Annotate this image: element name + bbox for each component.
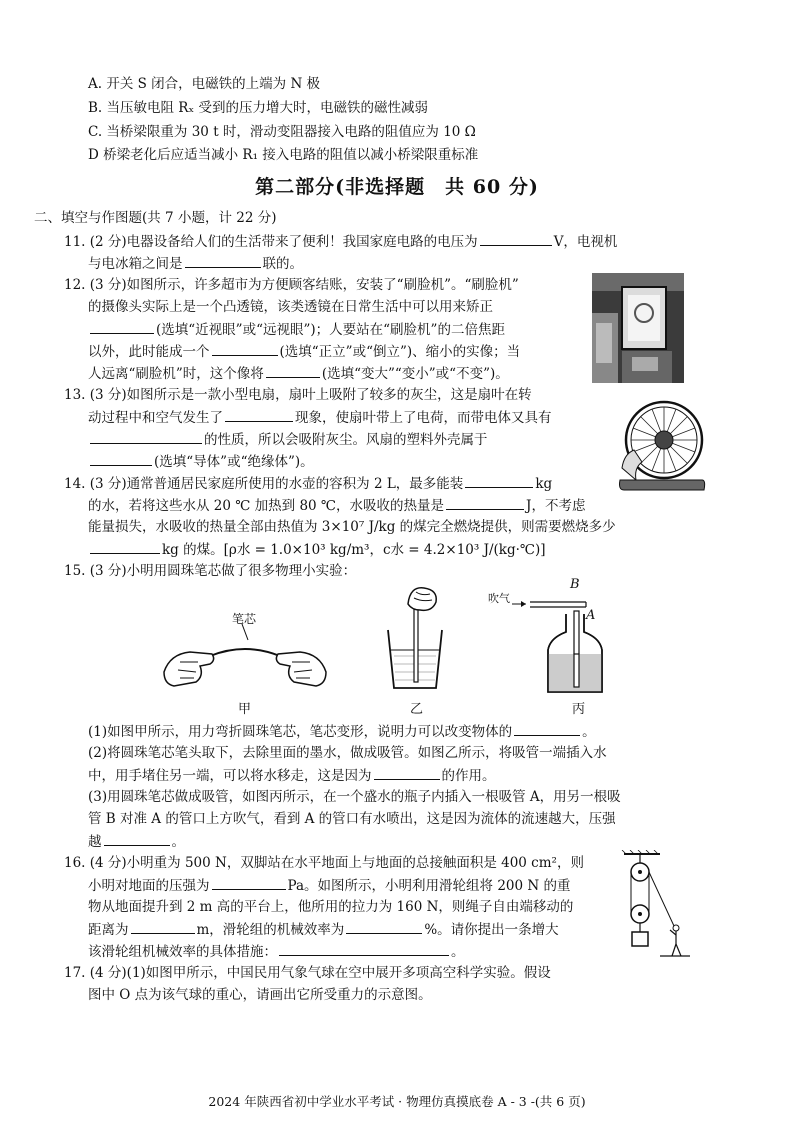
q13-blank-material[interactable]	[90, 451, 152, 466]
q13-text-2b: 现象，使扇叶带上了电荷，而带电体又具有	[295, 410, 552, 426]
q11-line1	[64, 231, 617, 252]
q15-blank-2[interactable]	[374, 765, 440, 780]
fig-jia-pen-label: 笔芯	[232, 612, 257, 626]
q15-blank-1[interactable]	[514, 721, 580, 736]
q15-s1-text: (1)如图甲所示，用力弯折圆珠笔芯，笔芯变形，说明力可以改变物体的	[88, 724, 513, 740]
q16-text-2b: Pa。如图所示，小明利用滑轮组将 200 N 的重	[287, 878, 571, 894]
q15-sub2a: (2)将圆珠笔芯笔头取下，去除里面的墨水，做成吸管。如图乙所示，将吸管一端插入水	[88, 745, 607, 761]
q11-text-b: V，电视机	[553, 234, 618, 250]
q15-sub2b	[88, 765, 496, 786]
pulley-system-figure	[620, 850, 690, 960]
q14-text-1b: kg	[535, 476, 553, 492]
q14-line4	[88, 539, 546, 560]
fig-bing-label-a: A	[586, 608, 596, 623]
caption-yi: 乙	[410, 702, 424, 717]
q13-line4	[88, 451, 314, 472]
q13-text-3: 的性质，所以会吸附灰尘。风扇的塑料外壳属于	[204, 432, 488, 448]
q12-text-4b: (选填“正立”或“倒立”)、缩小的实像；当	[279, 344, 521, 360]
option-a: A. 开关 S 闭合，电磁铁的上端为 N 极	[88, 76, 321, 92]
q11-line2	[88, 253, 303, 274]
q12-line4	[88, 341, 520, 362]
q14-line3: 能量损失，水吸收的热量全部由热值为 3×10⁷ J/kg 的煤完全燃烧提供，则需要燃烧多少	[88, 519, 616, 535]
figure-bing-bottle-blowing	[510, 584, 620, 694]
caption-bing: 丙	[572, 702, 586, 717]
q16-text-4c: %。请你提出一条增大	[424, 922, 559, 938]
q15-s2-text: 中，用手堵住另一端，可以将水移走，这是因为	[88, 768, 372, 784]
q13-blank-phenomenon[interactable]	[225, 407, 293, 422]
q15-sub1	[88, 721, 596, 742]
option-d: D 桥梁老化后应适当减小 R₁ 接入电路的阻值以减小桥梁限重标准	[88, 147, 479, 163]
q13-line1: 13. (3 分)如图所示是一款小型电扇，扇叶上吸附了较多的灰尘，这是扇叶在转	[64, 387, 532, 403]
caption-jia: 甲	[238, 702, 252, 717]
q12-text-3: (选填“近视眼”或“远视眼”)；人要站在“刷脸机”的二倍焦距	[156, 322, 505, 338]
q15-sub3b: 管 B 对准 A 的管口上方吹气，看到 A 的管口有水喷出，这是因为流体的流速越大，压强	[88, 811, 616, 827]
q11-blank-voltage[interactable]	[480, 231, 552, 246]
q11-text-c: 与电冰箱之间是	[88, 256, 183, 272]
q15-sub3c	[88, 831, 185, 852]
q16-text-5b: 。	[451, 944, 465, 960]
q11-text-a: 11. (2 分)电器设备给人们的生活带来了便利！我国家庭电路的电压为	[64, 234, 478, 250]
q14-text-4: kg 的煤。[ρ水 = 1.0×10³ kg/m³，c水 = 4.2×10³ J/(kg·℃)]	[162, 542, 546, 558]
q12-text-4a: 以外，此时能成一个	[88, 344, 210, 360]
q15-s2-end: 的作用。	[441, 768, 496, 784]
q15-line1: 15. (3 分)小明用圆珠笔芯做了很多物理小实验：	[64, 563, 357, 579]
q16-blank-pressure[interactable]	[212, 875, 286, 890]
q14-line2	[88, 495, 585, 516]
q15-blank-3[interactable]	[104, 831, 170, 846]
q12-line1: 12. (3 分)如图所示，许多超市为方便顾客结账，安装了“刷脸机”。“刷脸机”	[64, 277, 519, 293]
figure-yi-straw-in-glass	[380, 584, 450, 690]
q13-line2	[88, 407, 552, 428]
q14-text-2a: 的水，若将这些水从 20 ℃ 加热到 80 ℃，水吸收的热量是	[88, 498, 445, 514]
q12-line2: 的摄像头实际上是一个凸透镜，该类透镜在日常生活中可以用来矫正	[88, 299, 493, 315]
q12-blank-size[interactable]	[266, 363, 320, 378]
q13-text-2a: 动过程中和空气发生了	[88, 410, 223, 426]
q16-text-4a: 距离为	[88, 922, 129, 938]
q16-blank-measure[interactable]	[279, 941, 449, 956]
q12-text-5b: (选填“变大”“变小”或“不变”)。	[321, 366, 509, 382]
q12-text-5a: 人远离“刷脸机”时，这个像将	[88, 366, 264, 382]
q13-text-4: (选填“导体”或“绝缘体”)。	[154, 454, 314, 470]
pen-label-leader-line	[240, 624, 252, 642]
q11-text-d: 联的。	[262, 256, 303, 272]
q14-line1	[64, 473, 552, 494]
q13-line3	[88, 429, 488, 450]
q16-text-4b: m，滑轮组的机械效率为	[196, 922, 345, 938]
q15-sub3a: (3)用圆珠笔芯做成吸管，如图丙所示，在一个盛水的瓶子内插入一根吸管 A，用另一根吸	[88, 789, 621, 805]
q12-blank-image[interactable]	[212, 341, 278, 356]
fig-bing-blow-label: 吹气	[488, 592, 510, 605]
page-footer: 2024 年陕西省初中学业水平考试 · 物理仿真摸底卷 A - 3 -(共 6 页)	[208, 1094, 586, 1109]
q17-line2: 图中 O 点为该气球的重心，请画出它所受重力的示意图。	[88, 987, 432, 1003]
q14-text-1a: 14. (3 分)通常普通居民家庭所使用的水壶的容积为 2 L，最多能装	[64, 476, 464, 492]
q15-s3-end: 。	[171, 834, 185, 850]
face-pay-kiosk-photo	[592, 273, 684, 383]
part-title: 第二部分(非选择题 共 60 分)	[255, 176, 539, 198]
q17-line1: 17. (4 分)(1)如图甲所示，中国民用气象气球在空中展开多项高空科学实验。假设	[64, 965, 551, 981]
q15-s3-text: 越	[88, 834, 102, 850]
q16-blank-efficiency[interactable]	[346, 919, 422, 934]
q12-blank-lens[interactable]	[90, 319, 154, 334]
q16-line2	[88, 875, 570, 896]
option-b: B. 当压敏电阻 Rₓ 受到的压力增大时，电磁铁的磁性减弱	[88, 100, 428, 116]
q15-s1-end: 。	[582, 724, 596, 740]
option-c: C. 当桥梁限重为 30 t 时，滑动变阻器接入电路的阻值应为 10 Ω	[88, 124, 476, 140]
q16-line3: 物从地面提升到 2 m 高的平台上，他所用的拉力为 160 N，则绳子自由端移动的	[88, 899, 574, 915]
q14-blank-heat[interactable]	[446, 495, 524, 510]
desk-fan-figure	[614, 398, 710, 498]
q12-line3	[88, 319, 505, 340]
q11-blank-connection[interactable]	[185, 253, 261, 268]
q16-text-2a: 小明对地面的压强为	[88, 878, 210, 894]
q16-blank-distance[interactable]	[131, 919, 195, 934]
section-title: 二、填空与作图题(共 7 小题，计 22 分)	[34, 210, 277, 226]
q16-line1: 16. (4 分)小明重为 500 N，双脚站在水平地面上与地面的总接触面积是 400 cm²，则	[64, 855, 584, 871]
q16-line4	[88, 919, 559, 940]
q13-blank-property[interactable]	[90, 429, 202, 444]
q16-line5	[88, 941, 465, 962]
q16-text-5a: 该滑轮组机械效率的具体措施：	[88, 944, 277, 960]
fig-bing-label-b: B	[570, 577, 580, 592]
q14-blank-coal[interactable]	[90, 539, 160, 554]
q12-line5	[88, 363, 509, 384]
q14-text-2b: J，不考虑	[526, 498, 586, 514]
q14-blank-mass[interactable]	[465, 473, 533, 488]
